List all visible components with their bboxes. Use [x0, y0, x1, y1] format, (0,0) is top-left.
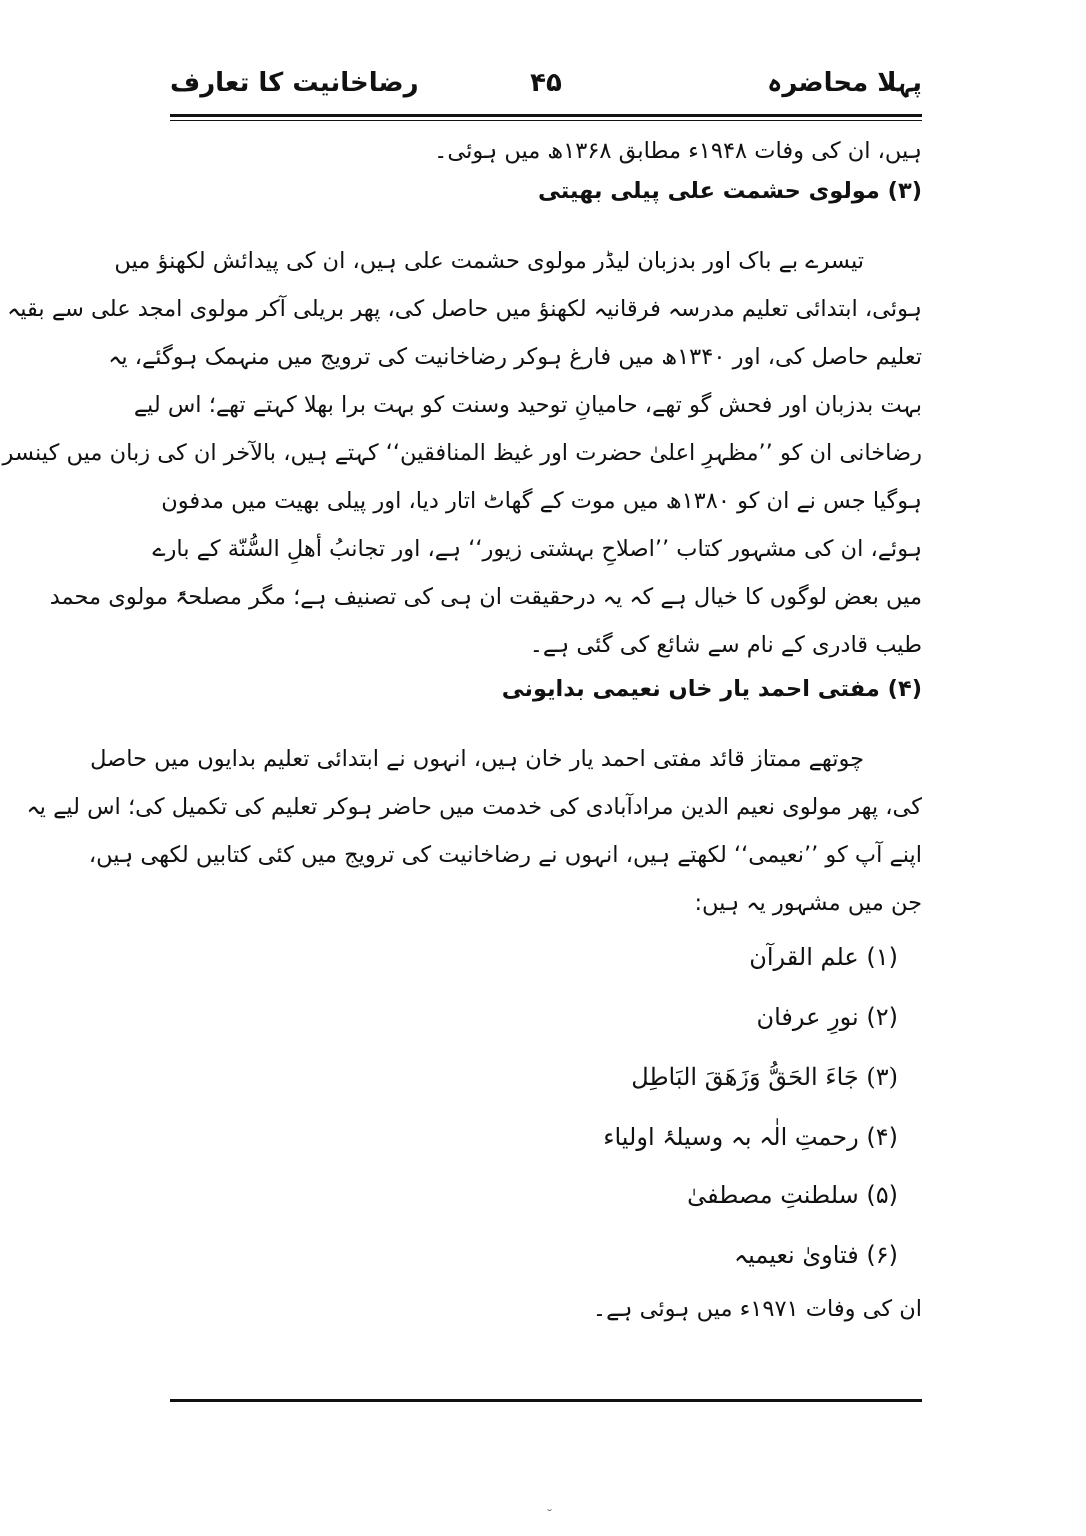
text-line-7: رضاخانی ان کو ’’مظہرِ اعلیٰ حضرت اور غیظ المنافقین‘‘ کہتے ہیں، بالآخر ان کی زبان میں کینسر — [2, 440, 922, 466]
scan-mark: ˘ — [546, 1508, 553, 1524]
text-line-4: ہوئی، ابتدائی تعلیم مدرسہ فرقانیہ لکھنؤ میں حاصل کی، پھر بریلی آکر مولوی امجد علی سے بقیہ — [7, 296, 922, 322]
book-list-item-6: (۶) فتاویٰ نعیمیہ — [734, 1241, 898, 1269]
book-list-item-3: (۳) جَاءَ الحَقُّ وَزَهَقَ البَاطِل — [631, 1063, 898, 1091]
closing-line: ان کی وفات ۱۹۷۱ء میں ہوئی ہے۔ — [592, 1296, 922, 1322]
book-list-item-1: (۱) علم القرآن — [749, 943, 898, 971]
footer-rule — [170, 1399, 922, 1402]
page-header — [170, 62, 922, 112]
text-line-8: ہوگیا جس نے ان کو ۱۳۸۰ھ میں موت کے گھاٹ اتار دیا، اور پیلی بھیت میں مدفون — [161, 488, 922, 514]
text-line-5: تعلیم حاصل کی، اور ۱۳۴۰ھ میں فارغ ہوکر رضاخانیت کی ترویج میں منہمک ہوگئے، یہ — [108, 344, 922, 370]
text-line-14: کی، پھر مولوی نعیم الدین مرادآبادی کی خدمت میں حاضر ہوکر تعلیم کی تکمیل کی؛ اس لیے یہ — [26, 794, 922, 820]
text-line-13: چوتھے ممتاز قائد مفتی احمد یار خان ہیں، انہوں نے ابتدائی تعلیم بدایوں میں حاصل — [90, 746, 864, 772]
text-line-9: ہوئے، ان کی مشہور کتاب ’’اصلاحِ بہشتی زیور‘‘ ہے، اور تجانبُ أھلِ السُّنّة کے بارے — [152, 536, 922, 562]
text-line-1: ہیں، ان کی وفات ۱۹۴۸ء مطابق ۱۳۶۸ھ میں ہوئی۔ — [434, 138, 922, 164]
section-heading-3: (۳) مولوی حشمت علی پیلی بھیتی — [537, 178, 922, 204]
text-line-3: تیسرے بے باک اور بدزبان لیڈر مولوی حشمت علی ہیں، ان کی پیدائش لکھنؤ میں — [114, 248, 864, 274]
running-title-right: پہلا محاضرہ — [767, 68, 922, 98]
text-line-16: جن میں مشہور یہ ہیں: — [694, 890, 922, 916]
header-rule-thick — [170, 114, 922, 117]
section-heading-4: (۴) مفتی احمد یار خاں نعیمی بدایونی — [501, 676, 922, 702]
text-line-10: میں بعض لوگوں کا خیال ہے کہ یہ درحقیقت ان ہی کی تصنیف ہے؛ مگر مصلحۃً مولوی محمد — [49, 584, 922, 610]
book-list-item-4: (۴) رحمتِ الٰہ بہ وسیلۂ اولیاء — [603, 1123, 898, 1151]
header-rule-thin — [170, 120, 922, 121]
book-list-item-5: (۵) سلطنتِ مصطفیٰ — [687, 1181, 898, 1209]
page-body — [2, 130, 922, 1392]
text-line-11: طیب قادری کے نام سے شائع کی گئی ہے۔ — [529, 632, 922, 658]
running-title-left: رضاخانیت کا تعارف — [170, 68, 419, 98]
book-list-item-2: (۲) نورِ عرفان — [756, 1003, 898, 1031]
text-line-15: اپنے آپ کو ’’نعیمی‘‘ لکھتے ہیں، انہوں نے رضاخانیت کی ترویج میں کئی کتابیں لکھی ہیں، — [88, 842, 922, 868]
text-line-6: بہت بدزبان اور فحش گو تھے، حامیانِ توحید وسنت کو بہت برا بھلا کہتے تھے؛ اس لیے — [133, 392, 922, 418]
page-number: ۴۵ — [530, 68, 562, 98]
